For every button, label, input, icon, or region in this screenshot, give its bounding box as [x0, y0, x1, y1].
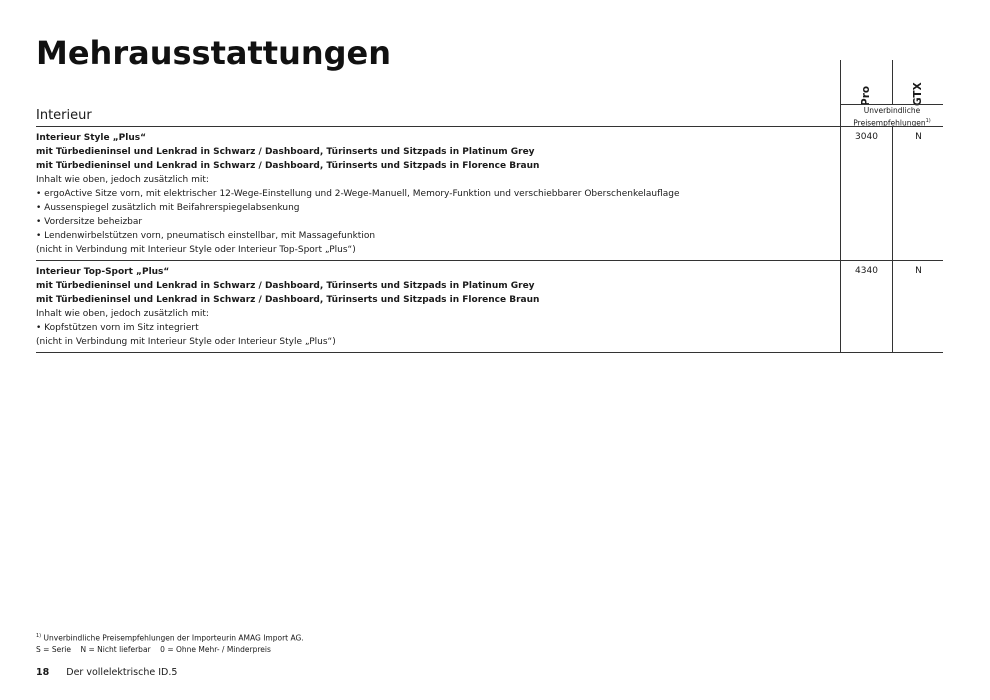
- price-gtx: N: [892, 261, 944, 352]
- footnote: [36, 631, 304, 655]
- option-line: (nicht in Verbindung mit Interieur Style oder Interieur Top-Sport „Plus“): [36, 245, 356, 255]
- row-description: [36, 261, 840, 352]
- price-pro: 4340: [840, 261, 892, 352]
- footnote-line-2: S = Serie N = Nicht lieferbar 0 = Ohne Mehr- / Minderpreis: [36, 644, 271, 654]
- section-title: Interieur: [36, 108, 92, 123]
- column-header-gtx: GTX: [912, 82, 924, 106]
- option-line: Inhalt wie oben, jedoch zusätzlich mit:: [36, 309, 209, 319]
- column-header-pro-box: [840, 60, 893, 104]
- column-header-pro: Pro: [860, 85, 872, 106]
- options-table: [36, 127, 943, 353]
- table-row: [36, 261, 943, 353]
- option-title: Interieur Style „Plus“: [36, 133, 147, 143]
- page-title: Mehrausstattungen: [36, 34, 392, 72]
- table-row: [36, 127, 943, 261]
- option-line: Inhalt wie oben, jedoch zusätzlich mit:: [36, 175, 209, 185]
- option-line: mit Türbedieninsel und Lenkrad in Schwarz / Dashboard, Türinserts und Sitzpads in Florence Braun: [36, 161, 540, 171]
- page-footer: [36, 667, 177, 678]
- document-title: Der vollelektrische ID.5: [66, 667, 178, 678]
- price-note: [840, 104, 943, 126]
- option-line: • ergoActive Sitze vorn, mit elektrischer 12-Wege-Einstellung und 2-Wege-Manuell, Memory-Funktion und verschiebbarer Oberschenkelauflage: [36, 189, 680, 199]
- column-header-gtx-box: [892, 60, 945, 104]
- price-gtx: N: [892, 127, 944, 260]
- option-line: • Vordersitze beheizbar: [36, 217, 143, 227]
- option-line: mit Türbedieninsel und Lenkrad in Schwarz / Dashboard, Türinserts und Sitzpads in Platinum Grey: [36, 147, 535, 157]
- footnote-ref: 1): [36, 633, 42, 639]
- option-line: mit Türbedieninsel und Lenkrad in Schwarz / Dashboard, Türinserts und Sitzpads in Platinum Grey: [36, 281, 535, 291]
- option-line: mit Türbedieninsel und Lenkrad in Schwarz / Dashboard, Türinserts und Sitzpads in Florence Braun: [36, 295, 540, 305]
- price-pro: 3040: [840, 127, 892, 260]
- option-line: • Lendenwirbelstützen vorn, pneumatisch einstellbar, mit Massagefunktion: [36, 231, 376, 241]
- option-line: • Aussenspiegel zusätzlich mit Beifahrerspiegelabsenkung: [36, 203, 300, 213]
- option-title: Interieur Top-Sport „Plus“: [36, 267, 170, 277]
- option-line: (nicht in Verbindung mit Interieur Style oder Interieur Style „Plus“): [36, 337, 336, 347]
- footnote-line-1: Unverbindliche Preisempfehlungen der Importeurin AMAG Import AG.: [43, 633, 304, 643]
- price-note-text: Unverbindliche Preisempfehlungen: [853, 106, 926, 128]
- option-line: • Kopfstützen vorn im Sitz integriert: [36, 323, 199, 333]
- row-description: [36, 127, 840, 260]
- page-number: 18: [36, 667, 50, 678]
- price-note-ref: 1): [925, 118, 931, 124]
